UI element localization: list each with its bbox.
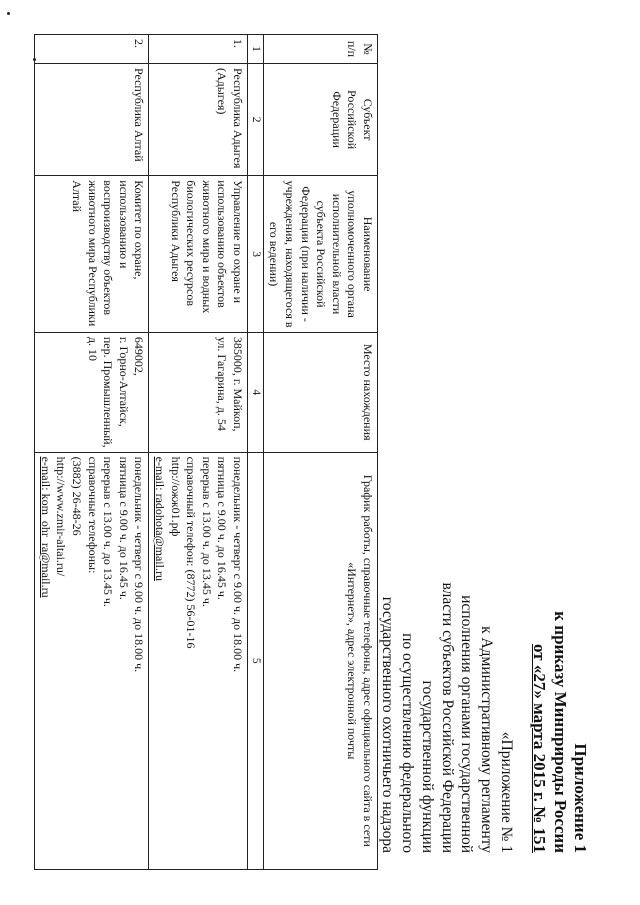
organ-line: использованию и (116, 180, 131, 269)
schedule-line: перерыв с 13.00 ч. до 13.45 ч. (101, 456, 116, 607)
row-subject (149, 63, 248, 175)
location-line: 649002, (132, 336, 147, 376)
organ-line: животного мира Республики (85, 180, 100, 327)
schedule-line: пятница с 9.00 ч. до 16.45 ч. (215, 456, 230, 600)
reglament-line: власти субъектов Российской Федерации (438, 582, 456, 853)
order-date-number: от «27» марта 2015 г. № 151 (530, 643, 550, 853)
order-header (529, 611, 590, 853)
subject-line: Республика Алтай (132, 67, 147, 162)
order-title: Приложение 1 (571, 743, 590, 853)
location-line: д. 10 (85, 336, 100, 361)
row-organ (35, 176, 149, 333)
organ-line: животного мира и водных (199, 180, 214, 314)
email-link[interactable]: e-mail: kom_ohr_ra@mail.ru (38, 456, 53, 598)
reglament-line: по осуществлению федерального (398, 633, 416, 853)
table-row (149, 35, 248, 870)
location-line: 385000, г. Майкоп, (230, 336, 245, 432)
organ-line: Комитет по охране, (132, 180, 147, 280)
row-location (149, 332, 248, 452)
header-schedule: График работы, справочные телефоны, адрес официального сайта в сети «Интернет», адрес электронной почты (263, 452, 377, 869)
location-line: ул. Гагарина, д. 54 (215, 336, 230, 431)
schedule-line: пятница с 9.00 ч. до 16.45 ч. (116, 456, 131, 600)
header-num: № п/п (263, 35, 377, 64)
schedule-line: перерыв с 13.00 ч. до 13.45 ч. (199, 456, 214, 607)
reglament-line: «Приложение № 1 (498, 731, 515, 853)
subject-line: Республика Адыгея (230, 67, 245, 169)
subject-line: (Адыгея) (215, 67, 230, 115)
row-num: 1. (149, 35, 248, 64)
schedule-line: справочные телефоны: (85, 456, 100, 574)
table-row (35, 35, 149, 870)
row-schedule (149, 452, 248, 869)
organ-line: воспроизводству объектов (101, 180, 116, 315)
reglament-line: к Административному регламенту (478, 626, 496, 853)
organ-line: биологических ресурсов (184, 180, 199, 306)
column-number: 1 (247, 35, 263, 64)
header-location: Место нахождения (263, 332, 377, 452)
reglament-header (377, 583, 516, 853)
reglament-line: государственного охотничьего надзора (379, 596, 397, 853)
scan-speck (7, 12, 10, 15)
website-link[interactable]: http://ожж01.рф (168, 456, 183, 537)
row-schedule (35, 452, 149, 869)
reglament-line: исполнения органами государственной (458, 595, 476, 853)
organ-line: использованию объектов (215, 180, 230, 308)
header-organ: Наименование уполномоченного органа исполнительной власти субъекта Российской Федерации (при наличии - учреждения, находящегося в его ведении) (263, 176, 377, 333)
column-number: 2 (247, 63, 263, 175)
order-reference: к приказу Минприроды России (550, 611, 570, 853)
column-number: 3 (247, 176, 263, 333)
reglament-line: государственной функции (418, 680, 436, 853)
schedule-line: понедельник - четверг с 9.00 ч. до 18.00 ч. (230, 456, 245, 673)
website-link[interactable]: http://www.zmir-altai.ru/ (54, 456, 69, 577)
row-organ (149, 176, 248, 333)
table-header-row (263, 35, 377, 870)
organ-line: Управление по охране и (230, 180, 245, 304)
row-location (35, 332, 149, 452)
column-number-row (247, 35, 263, 870)
schedule-line: справочный телефон: (8772) 56-01-16 (184, 456, 199, 649)
location-line: пер. Промышленный, (101, 336, 116, 448)
email-link[interactable]: e-mail: radohota@mail.ru (152, 456, 167, 581)
schedule-line: (3882) 26-48-26 (69, 456, 84, 536)
row-subject (35, 63, 149, 175)
column-number: 5 (247, 452, 263, 869)
schedule-line: понедельник - четверг с 9.00 ч. до 18.00 ч. (132, 456, 147, 673)
location-line: г. Горно-Алтайск, (116, 336, 131, 427)
organs-table (34, 34, 378, 870)
organ-line: Алтай (69, 180, 84, 213)
row-num: 2. (35, 35, 149, 64)
organ-line: Республики Адыгея (168, 180, 183, 282)
column-number: 4 (247, 332, 263, 452)
header-subject: Субъект Российской Федерации (263, 63, 377, 175)
